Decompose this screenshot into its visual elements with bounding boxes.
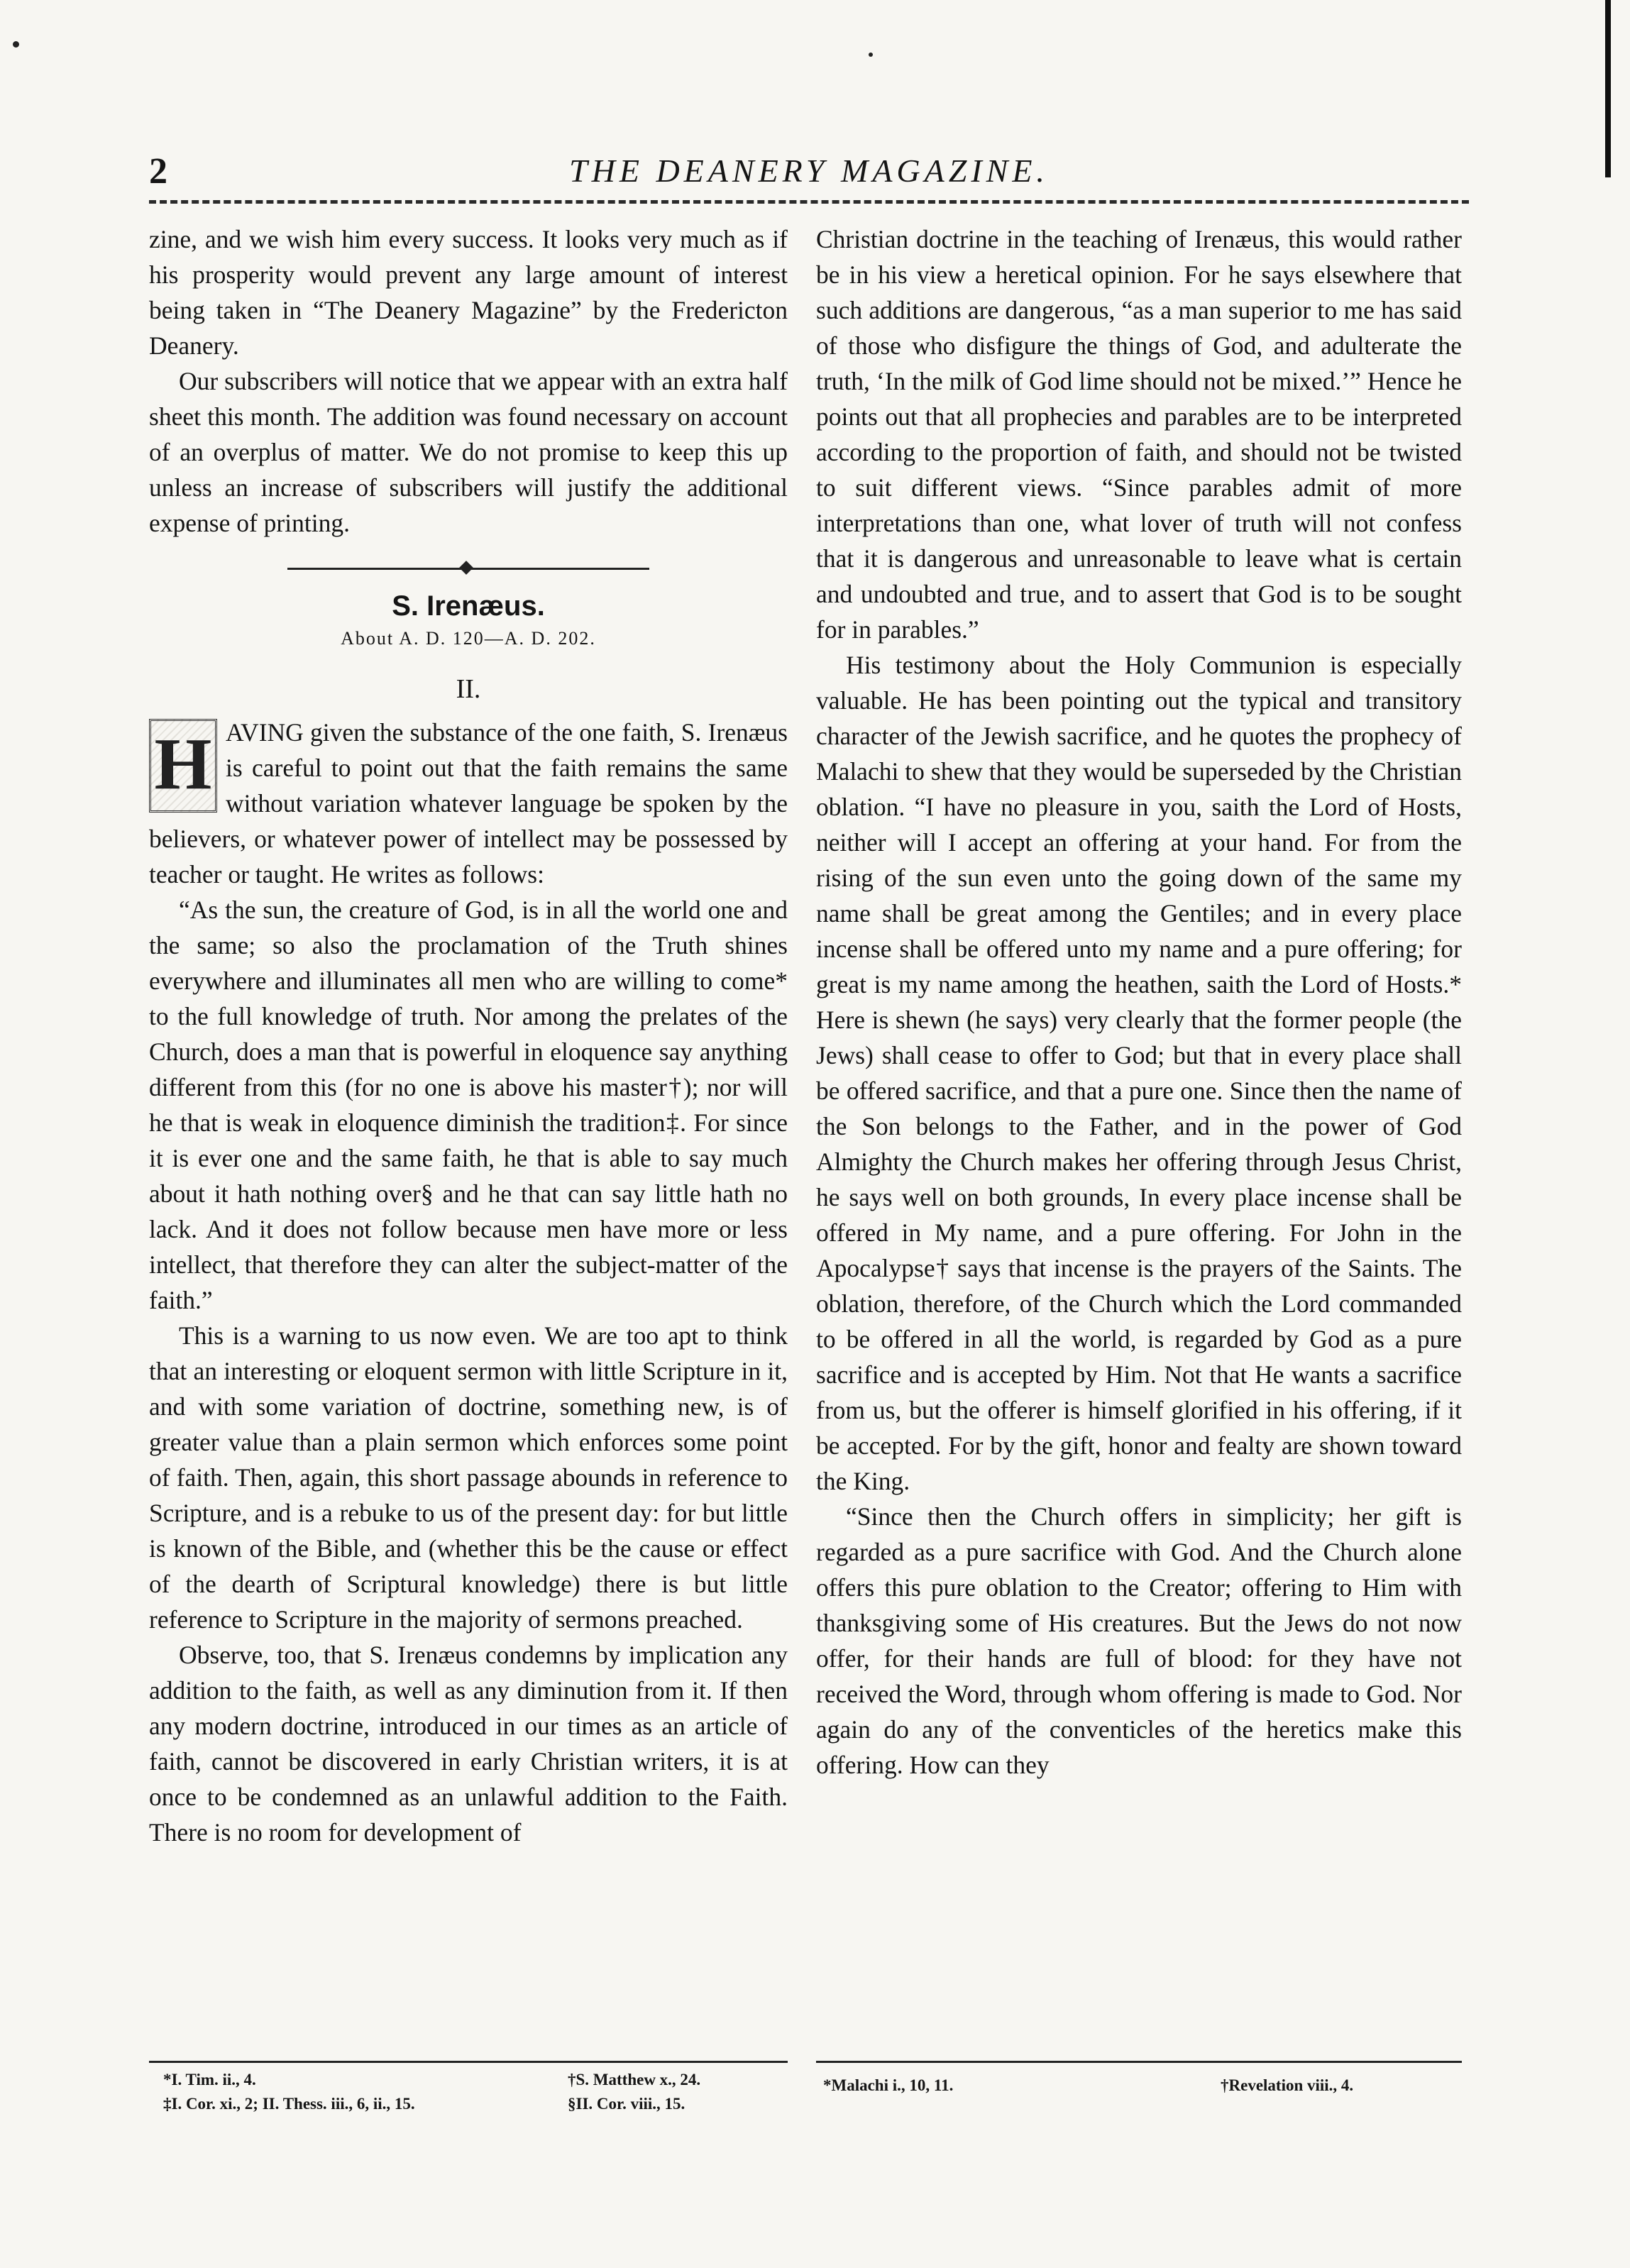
body-paragraph: “Since then the Church offers in simplicity; her gift is regarded as a pure sacrifice with God. And the Church alone offers this pure oblation to the Creator; offering to Him with thanksgiving some of His creatures. But the Jews do not now offer, for their hands are full of blood: for they have not received the Word, through whom offering is made to God. Nor again do any of the conventicles of the heretics make this offering. How can they — [816, 1502, 1462, 1779]
footnote: §II. Cor. viii., 15. — [568, 2095, 685, 2113]
body-paragraph: Observe, too, that S. Irenæus condemns by implication any addition to the faith, as well as any diminution from it. If then any modern doctrine, introduced in our times as an article of faith, cannot be discovered in early Christian writers, it is at once to be condemned as an unlawful addition to the Faith. There is no room for development of — [149, 1641, 788, 1846]
section-divider — [287, 565, 649, 572]
footnote-rule-left — [149, 2061, 788, 2063]
footnote: *Malachi i., 10, 11. — [823, 2076, 954, 2094]
body-paragraph: Christian doctrine in the teaching of Irenæus, this would rather be in his view a heretical opinion. For he says elsewhere that such additions are dangerous, “as a man superior to me has said of those who disfigure the things of God, and adulterate the truth, ‘In the milk of God lime should not be mixed.’” Hence he points out that all prophecies and parables are to be interpreted according to the proportion of faith, and should not be twisted to suit different views. “Since parables admit of more interpretations than one, what lover of truth will not confess that it is dangerous and unreasonable to leave what is certain and undoubted and true, and to assert that God is to be sought for in parables.” — [816, 225, 1462, 644]
opening-block — [149, 715, 788, 892]
footnote: ‡I. Cor. xi., 2; II. Thess. iii., 6, ii., 15. — [163, 2095, 415, 2113]
article-date: About A. D. 120—A. D. 202. — [341, 628, 596, 649]
opening-paragraph: AVING given the substance of the one faith, S. Irenæus is careful to point out that the faith remains the same without variation whatever language be spoken by the believers, or whatever power of intellect may be possessed by teacher or taught. He writes as follows: — [149, 718, 788, 888]
left-column — [149, 221, 788, 1850]
running-title: THE DEANERY MAGAZINE. — [569, 153, 1049, 189]
right-column — [816, 221, 1462, 1783]
drop-cap: H — [149, 719, 217, 813]
footnotes-right — [823, 2074, 1462, 2102]
page-edge-mark — [1605, 0, 1611, 177]
body-paragraph: This is a warning to us now even. We are too apt to think that an interesting or eloquent sermon with little Scripture in it, and with some variation of doctrine, something new, is of greater value than a plain sermon which enforces some point of faith. Then, again, this short passage abounds in reference to Scripture, and is a rebuke to us of the present day: for but little is known of the Bible, and (whether this be the cause or effect of the dearth of Scriptural knowledge) there is but little reference to Scripture in the majority of sermons preached. — [149, 1321, 788, 1634]
header-rule — [149, 200, 1469, 204]
intro-paragraph: Our subscribers will notice that we appear with an extra half sheet this month. The addition was found necessary on account of an overplus of matter. We do not promise to keep this up unless an increase of subscribers will justify the additional expense of printing. — [149, 367, 788, 537]
footnotes-left — [163, 2068, 788, 2125]
footnote: †Revelation viii., 4. — [1221, 2076, 1354, 2094]
section-number: II. — [456, 674, 481, 704]
article-title: S. Irenæus. — [392, 590, 545, 622]
ink-speck — [869, 53, 873, 57]
body-paragraph: His testimony about the Holy Communion is especially valuable. He has been pointing out the typical and transitory character of the Jewish sacrifice, and he quotes the prophecy of Malachi to shew that they would be superseded by the Christian oblation. “I have no pleasure in you, saith the Lord of Hosts, neither will I accept an offering at your hand. For from the rising of the sun even unto the going down of the same my name shall be great among the Gentiles; and in every place incense shall be offered unto my name and a pure offering; for great is my name among the heathen, saith the Lord of Hosts.* Here is shewn (he says) very clearly that the former people (the Jews) shall cease to offer to God; but that in every place shall be offered sacrifice, and that a pure one. Since then the name of the Son belongs to the Father, and in the power of God Almighty the Church makes her offering through Jesus Christ, he says well on both grounds, In every place incense shall be offered in My name, and a pure offering. For John in the Apocalypse† says that incense is the prayers of the Saints. The oblation, therefore, of the Church which the Lord commanded to be offered in all the world, is regarded by God as a pure sacrifice and is accepted by Him. Not that He wants a sacrifice from us, but the offerer is himself glorified in his offering, if it be accepted. For by the gift, honor and fealty are shown toward the King. — [816, 651, 1462, 1495]
footnote-rule-right — [816, 2061, 1462, 2063]
ink-speck — [13, 41, 19, 48]
footnote: *I. Tim. ii., 4. — [163, 2071, 256, 2088]
intro-paragraph: zine, and we wish him every success. It looks very much as if his prosperity would prevent any large amount of interest being taken in “The Deanery Magazine” by the Fredericton Deanery. — [149, 225, 788, 360]
body-paragraph: “As the sun, the creature of God, is in all the world one and the same; so also the proclamation of the Truth shines everywhere and illuminates all men who are willing to come* to the full knowledge of truth. Nor among the prelates of the Church, does a man that is powerful in eloquence say anything different from this (for no one is above his master†); nor will he that is weak in eloquence diminish the tradition‡. For since it is ever one and the same faith, he that is able to say much about it hath nothing over§ and he that can say little hath no lack. And it does not follow because men have more or less intellect, that therefore they can alter the subject-matter of the faith.” — [149, 896, 788, 1314]
page-number: 2 — [149, 151, 167, 192]
footnote: †S. Matthew x., 24. — [568, 2071, 701, 2088]
